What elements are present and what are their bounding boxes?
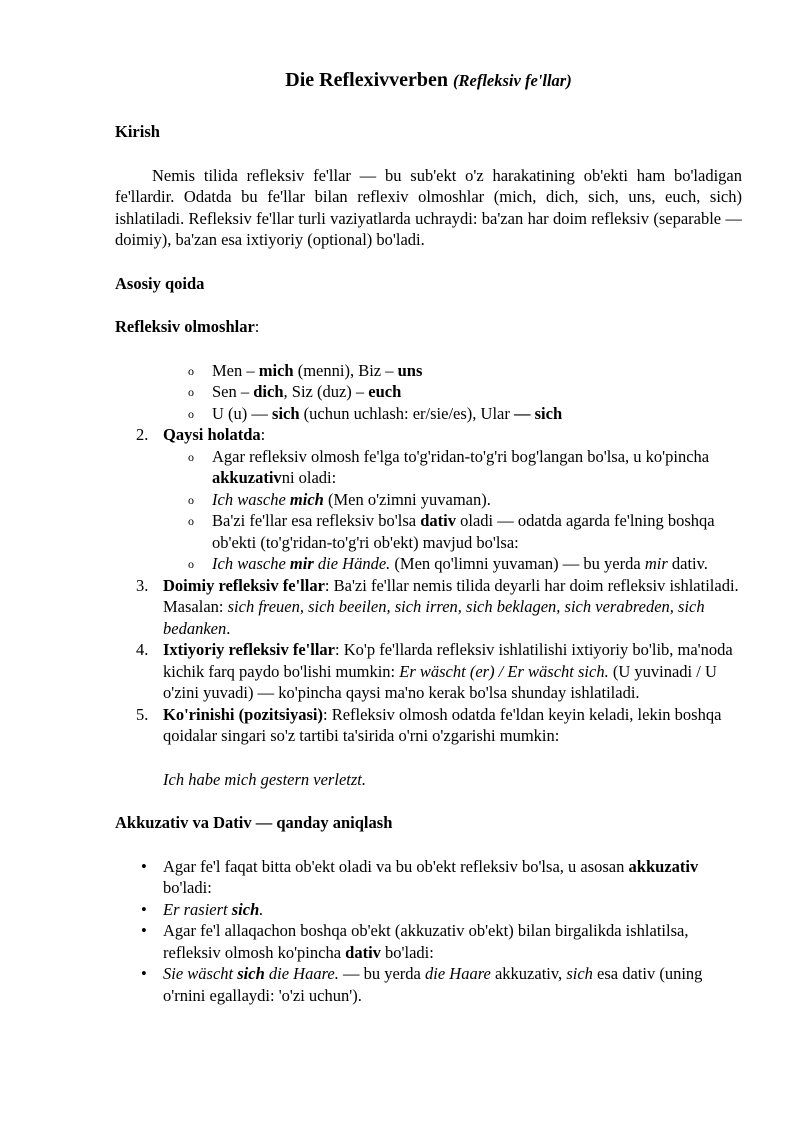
list-item-ixtiyoriy: 4. Ixtiyoriy refleksiv fe'llar: Ko'p fe'llarda refleksiv ishlatilishi ixtiyoriy bo'lib, ma'noda kichik farq paydo bo'lishi mumkin: Er wäscht (er) / Er wäscht sich. (U yuvinadi / U o'zini yuvadi) — ko'pincha qaysi ma'no kerak bo'lsa shunday ishlatiladi. bbox=[136, 640, 733, 702]
pronoun-list bbox=[115, 360, 742, 425]
heading-kirish: Kirish bbox=[115, 122, 160, 141]
heading-asosiy-qoida: Asosiy qoida bbox=[115, 273, 205, 293]
title-main: Die Reflexivverben bbox=[285, 69, 449, 91]
bullet-list bbox=[115, 856, 742, 1007]
heading-akkuzativ-dativ: Akkuzativ va Dativ — qanday aniqlash bbox=[115, 813, 393, 832]
list-item: • Er rasiert sich. bbox=[163, 899, 742, 921]
list-item: o Sen – dich, Siz (duz) – euch bbox=[212, 381, 742, 403]
list-item: • Agar fe'l faqat bitta ob'ekt oladi va bu ob'ekt refleksiv bo'lsa, u asosan akkuzativ bo'ladi: bbox=[163, 856, 742, 899]
olmoshlar-label: Refleksiv olmoshlar: bbox=[115, 317, 260, 336]
numbered-list bbox=[115, 424, 742, 790]
list-item: o Agar refleksiv olmosh fe'lga to'g'ridan-to'g'ri bog'langan bo'lsa, u ko'pincha akkuzativni oladi: bbox=[212, 446, 742, 489]
title-sub: (Refleksiv fe'llar) bbox=[453, 71, 572, 90]
list-item-korinishi: 5. Ko'rinishi (pozitsiyasi): Refleksiv olmosh odatda fe'ldan keyin keladi, lekin boshqa qoidalar singari so'z tartibi ta'sirida o'rni o'zgarishi mumkin: Ich habe mich gestern verletzt. bbox=[163, 704, 742, 791]
list-item: o Men – mich (menni), Biz – uns bbox=[212, 360, 742, 382]
intro-paragraph: Nemis tilida refleksiv fe'llar — bu sub'ekt o'z harakatining ob'ekti ham bo'ladigan fe'llardir. Odatda bu fe'llar bilan reflexiv olmoshlar (mich, dich, sich, uns, euch, sich) ishlatiladi. Refleksiv fe'llar turli vaziyatlarda uchraydi: ba'zan har doim refleksiv (separable — doimiy), ba'zan esa ixtiyoriy (optional) bo'ladi. bbox=[115, 165, 742, 249]
list-item: o Ba'zi fe'llar esa refleksiv bo'lsa dativ oladi — odatda agarda fe'lning boshqa ob'ekti (to'g'ridan-to'g'ri ob'ekt) mavjud bo'lsa: bbox=[212, 510, 742, 553]
list-item: • Agar fe'l allaqachon boshqa ob'ekt (akkuzativ ob'ekt) bilan birgalikda ishlatilsa, refleksiv olmosh ko'pincha dativ bo'ladi: bbox=[163, 920, 742, 963]
list-item: o Ich wasche mich (Men o'zimni yuvaman). bbox=[212, 489, 742, 511]
list-item: o Ich wasche mir die Hände. (Men qo'limni yuvaman) — bu yerda mir dativ. bbox=[212, 553, 742, 575]
list-item-doimiy: 3. Doimiy refleksiv fe'llar: Ba'zi fe'llar nemis tilida deyarli har doim refleksiv ishlatiladi. Masalan: sich freuen, sich beeilen, sich irren, sich beklagen, sich verabreden, sich bedanken. bbox=[136, 575, 739, 638]
page-title bbox=[115, 66, 742, 95]
sub-list bbox=[163, 446, 742, 575]
example-sentence: Ich habe mich gestern verletzt. bbox=[163, 769, 366, 789]
list-item-qaysi-holatda: 2. Qaysi holatda: o Agar refleksiv olmosh fe'lga to'g'ridan-to'g'ri bog'langan bo'lsa, u ko'pincha akkuzativni oladi: o Ich wasche mich (Men o'zimni yuvaman). o Ba'zi fe'llar esa refleksiv bo'lsa dativ oladi — odatda agarda fe'lning boshqa ob'ekti (to'g'ridan-to'g'ri ob'ekt) mavjud bo'lsa: o Ich wasche mir die Hände. (Men qo'limni yuvaman) — bu yerda mir dativ. bbox=[163, 424, 742, 575]
list-item: • Sie wäscht sich die Haare. — bu yerda die Haare akkuzativ, sich esa dativ (uning o'rnini egallaydi: 'o'zi uchun'). bbox=[163, 963, 742, 1006]
list-item: o U (u) — sich (uchun uchlash: er/sie/es), Ular — sich bbox=[212, 403, 742, 425]
